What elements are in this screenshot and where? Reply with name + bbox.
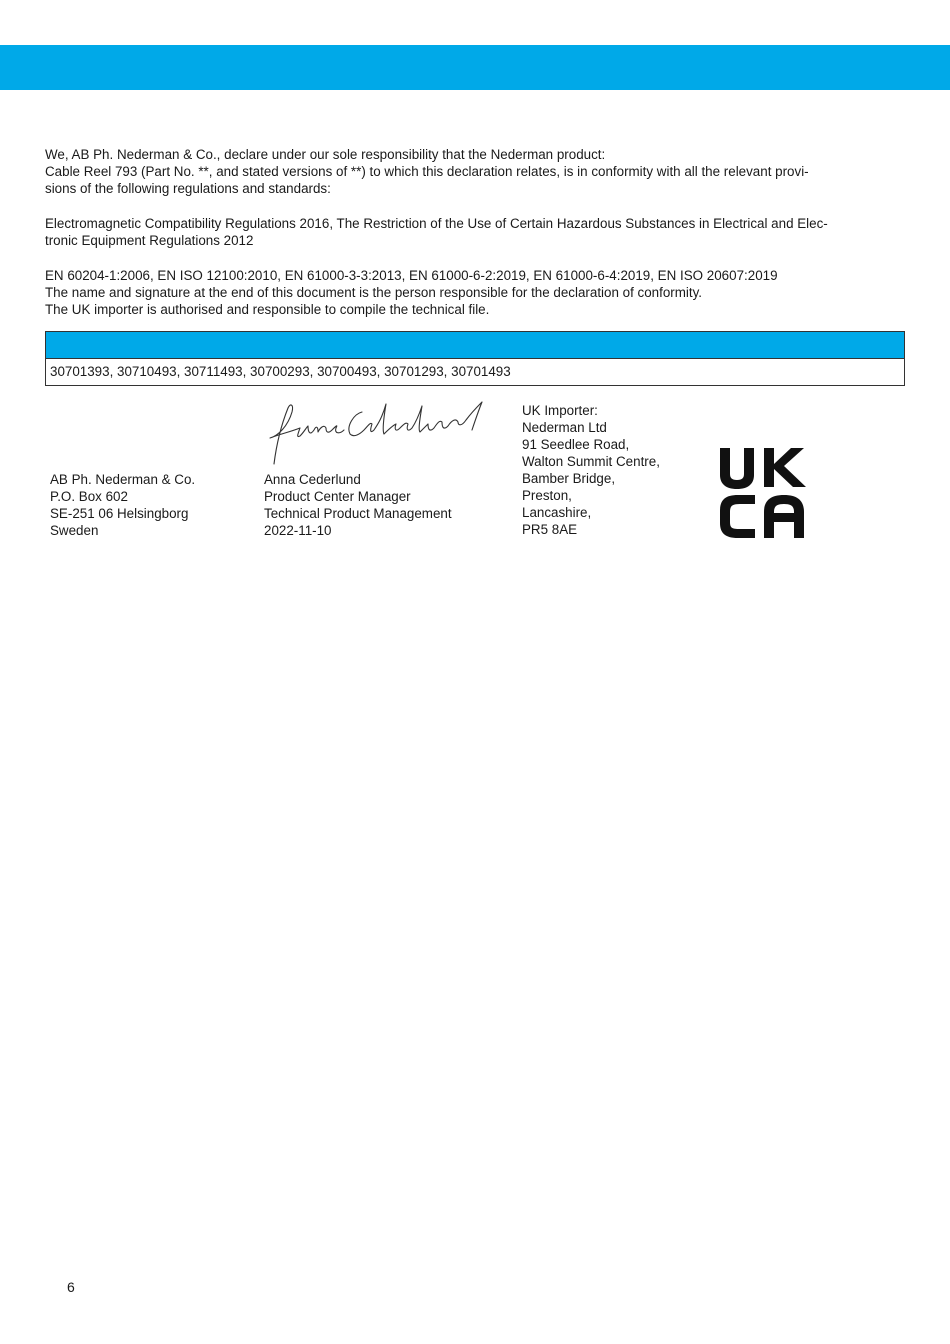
- signature-image: [266, 398, 488, 468]
- uk-importer-address: [522, 402, 660, 538]
- declaration-intro-1: We, AB Ph. Nederman & Co., declare under our sole responsibility that the Nederman product:: [45, 147, 606, 162]
- part-numbers-table: [45, 331, 905, 386]
- regulations-line-2: tronic Equipment Regulations 2012: [45, 233, 254, 248]
- signatory-name: Anna Cederlund: [264, 472, 361, 487]
- importer-label: UK Importer:: [522, 403, 598, 418]
- importer-postcode: PR5 8AE: [522, 522, 578, 537]
- importer-county: Lancashire,: [522, 505, 592, 520]
- importer-note: The UK importer is authorised and responsible to compile the technical file.: [45, 302, 490, 317]
- importer-company: Nederman Ltd: [522, 420, 607, 435]
- part-numbers-row: 30701393, 30710493, 30711493, 30700293, 30700493, 30701293, 30701493: [50, 364, 511, 379]
- regulations-line-1: Electromagnetic Compatibility Regulations 2016, The Restriction of the Use of Certain Hazardous Substances in Electrical and Elec-: [45, 216, 828, 231]
- ukca-mark-icon: [718, 446, 811, 538]
- signatory-block: [264, 471, 452, 539]
- standards-list: EN 60204-1:2006, EN ISO 12100:2010, EN 61000-3-3:2013, EN 61000-6-2:2019, EN 61000-6-4:2019, EN ISO 20607:2019: [45, 268, 778, 283]
- signature-date: 2022-11-10: [264, 523, 332, 538]
- importer-area: Walton Summit Centre,: [522, 454, 660, 469]
- page-number: 6: [67, 1279, 75, 1295]
- declaration-intro-3: sions of the following regulations and standards:: [45, 181, 331, 196]
- manufacturer-name: AB Ph. Nederman & Co.: [50, 472, 196, 487]
- importer-town: Bamber Bridge,: [522, 471, 616, 486]
- signatory-department: Technical Product Management: [264, 506, 452, 521]
- declaration-text: [45, 146, 905, 318]
- manufacturer-city: SE-251 06 Helsingborg: [50, 506, 189, 521]
- manufacturer-country: Sweden: [50, 523, 99, 538]
- signature-note: The name and signature at the end of this document is the person responsible for the declaration of conformity.: [45, 285, 703, 300]
- importer-city: Preston,: [522, 488, 572, 503]
- manufacturer-box: P.O. Box 602: [50, 489, 128, 504]
- header-band: [0, 45, 950, 90]
- declaration-intro-2: Cable Reel 793 (Part No. **, and stated versions of **) to which this declaration relates, is in conformity with all the relevant provi-: [45, 164, 809, 179]
- importer-street: 91 Seedlee Road,: [522, 437, 630, 452]
- part-numbers-header: [46, 332, 904, 359]
- signatory-title: Product Center Manager: [264, 489, 411, 504]
- manufacturer-address: [50, 471, 195, 539]
